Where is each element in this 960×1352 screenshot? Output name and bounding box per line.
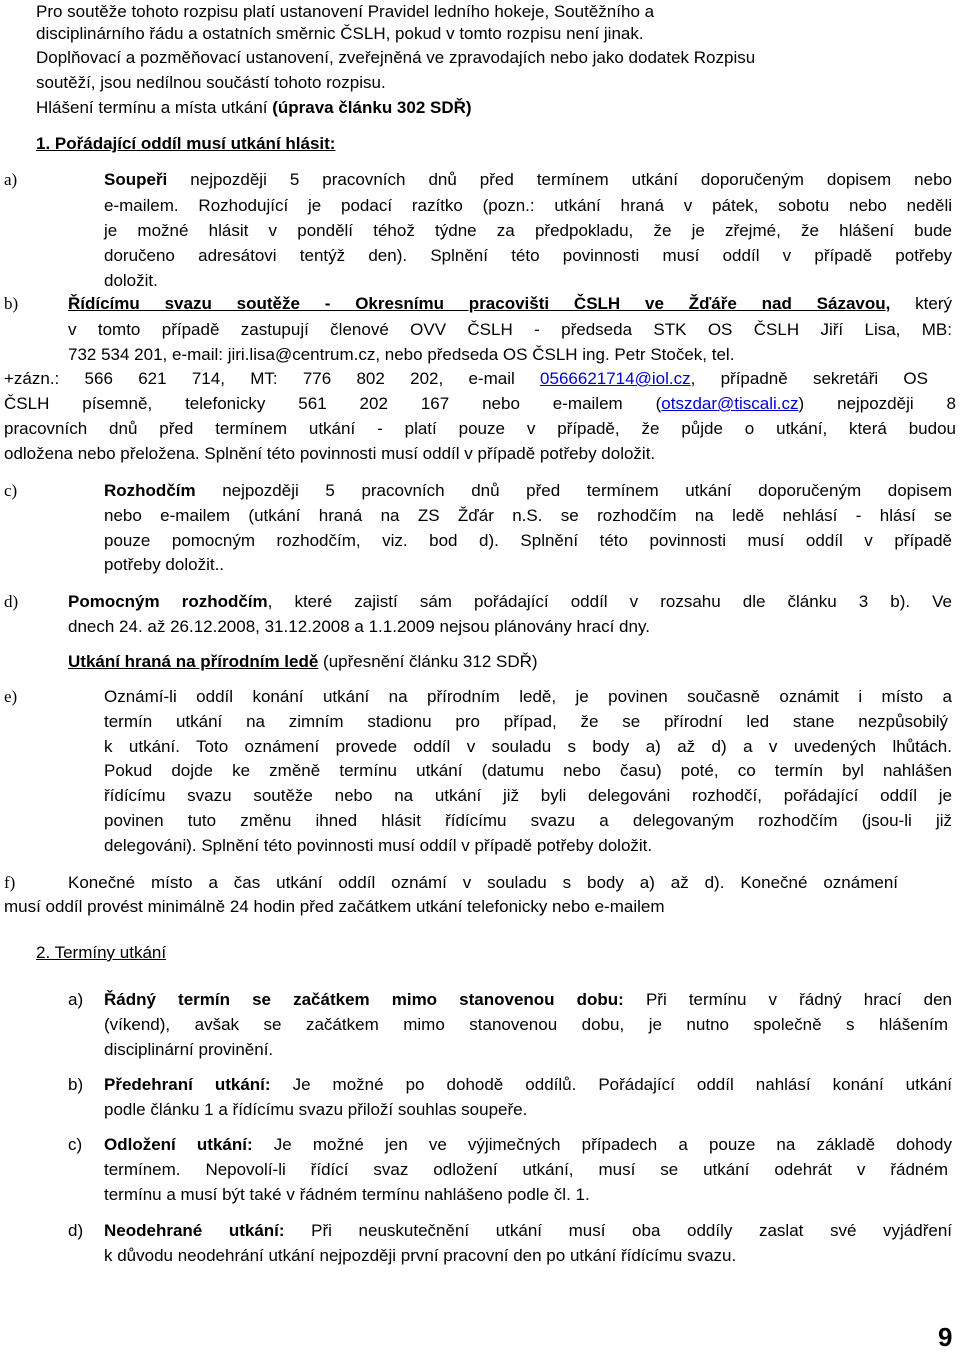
item-line: k utkání. Toto oznámení provede oddíl v souladu s body a) až d) a v uvedených lhůtách. (104, 737, 952, 756)
item-label: c) (68, 1135, 83, 1154)
item-line: k důvodu neodehrání utkání nejpozději první pracovní den po utkání řídícímu svazu. (104, 1246, 737, 1265)
page-number: 9 (938, 1322, 953, 1352)
item-label: c) (4, 481, 18, 500)
item-line: e-mailem. Rozhodující je podací razítko (pozn.: utkání hraná v pátek, sobotu nebo neděli (104, 196, 952, 215)
intro-line: Pro soutěže tohoto rozpisu platí ustanovení Pravidel ledního hokeje, Soutěžního a (36, 2, 655, 21)
item-line: pracovních dnů před termínem utkání - platí pouze v případě, že půjde o utkání, která budou (4, 419, 956, 438)
email-link[interactable]: 0566621714@iol.cz (540, 369, 691, 388)
subsection-heading: Utkání hraná na přírodním ledě (upřesnění článku 312 SDŘ) (68, 652, 538, 671)
item-line: nebo e-mailem (utkání hraná na ZS Žďár n.S. se rozhodčím na ledě nehlásí - hlásí se (104, 506, 952, 525)
intro-line: Hlášení termínu a místa utkání (úprava článku 302 SDŘ) (36, 98, 472, 117)
email-link[interactable]: otszdar@tiscali.cz (661, 394, 799, 413)
item-line: termínu a musí být také v řádném termínu nahlášeno podle čl. 1. (104, 1185, 590, 1204)
item-label: d) (4, 592, 19, 611)
item-label: a) (68, 990, 84, 1009)
item-line: potřeby doložit.. (104, 555, 225, 574)
item-line: 732 534 201, e-mail: jiri.lisa@centrum.cz, nebo předseda OS ČSLH ing. Petr Stoček, tel. (68, 345, 735, 364)
item-line: v tomto případě zastupují členové OVV ČSLH - předseda STK OS ČSLH Jiří Lisa, MB: (68, 320, 952, 339)
item-line: delegováni). Splnění této povinnosti musí oddíl v případě potřeby doložit. (104, 836, 653, 855)
intro-line: Doplňovací a pozměňovací ustanovení, zveřejněná ve zpravodajích nebo jako dodatek Rozpisu (36, 48, 756, 67)
item-line: Odložení utkání: Je možné jen ve výjimečných případech a pouze na základě dohody (104, 1135, 952, 1154)
item-line: (víkend), avšak se začátkem mimo stanovenou dobu, je nutno společně s hlášením (104, 1015, 948, 1034)
item-line: odložena nebo přeložena. Splnění této povinnosti musí oddíl v případě potřeby doložit. (4, 444, 656, 463)
item-line: Pomocným rozhodčím, které zajistí sám pořádající oddíl v rozsahu dle článku 3 b). Ve (68, 592, 952, 611)
item-label: b) (68, 1075, 84, 1094)
item-line: Pokud dojde ke změně termínu utkání (datumu nebo času) poté, co termín byl nahlášen (104, 761, 952, 780)
item-line: Předehraní utkání: Je možné po dohodě oddílů. Pořádající oddíl nahlásí konání utkání (104, 1075, 952, 1094)
item-label: b) (4, 294, 19, 313)
section-heading: 2. Termíny utkání (36, 943, 167, 962)
item-line: ČSLH písemně, telefonicky 561 202 167 nebo e-mailem (otszdar@tiscali.cz) nejpozději 8 (4, 394, 956, 413)
item-line: disciplinární provinění. (104, 1040, 274, 1059)
item-line: řídícímu svazu soutěže nebo na utkání již byli delegováni rozhodčí, pořádající oddíl je (104, 786, 952, 805)
item-line: +zázn.: 566 621 714, MT: 776 802 202, e-mail 0566621714@iol.cz, případně sekretáři OS (4, 369, 928, 388)
item-line: Konečné místo a čas utkání oddíl oznámí v souladu s body a) až d). Konečné oznámení (68, 873, 898, 892)
item-line: Řádný termín se začátkem mimo stanovenou dobu: Při termínu v řádný hrací den (104, 990, 952, 1009)
item-line: Rozhodčím nejpozději 5 pracovních dnů před termínem utkání doporučeným dopisem (104, 481, 952, 500)
item-line: doručeno adresátovi tentýž den). Splnění této povinnosti musí oddíl v případě potřeby (104, 246, 952, 265)
intro-line: soutěží, jsou nedílnou součástí tohoto rozpisu. (36, 73, 386, 92)
item-line: musí oddíl provést minimálně 24 hodin před začátkem utkání telefonicky nebo e-mailem (4, 897, 665, 916)
item-line: podle článku 1 a řídícímu svazu přiloží souhlas soupeře. (104, 1100, 528, 1119)
item-line: dnech 24. až 26.12.2008, 31.12.2008 a 1.1.2009 nejsou plánovány hrací dny. (68, 617, 650, 636)
item-line: Oznámí-li oddíl konání utkání na přírodním ledě, je povinen současně oznámit i místo a (104, 687, 952, 706)
item-label: e) (4, 687, 18, 706)
item-line: povinen tuto změnu ihned hlásit řídícímu svazu a delegovaným rozhodčím (jsou-li již (104, 811, 952, 830)
item-line: termínem. Nepovolí-li řídící svaz odložení utkání, musí se utkání odehrát v řádném (104, 1160, 948, 1179)
item-line: Neodehrané utkání: Při neuskutečnění utkání musí oba oddíly zaslat své vyjádření (104, 1221, 952, 1240)
item-line: doložit. (104, 271, 158, 290)
item-label: d) (68, 1221, 84, 1240)
item-label: f) (4, 873, 16, 892)
item-line: Řídícímu svazu soutěže - Okresnímu pracovišti ČSLH ve Žďáře nad Sázavou, který (68, 294, 952, 313)
section-heading: 1. Pořádající oddíl musí utkání hlásit: (36, 134, 336, 153)
item-line: pouze pomocným rozhodčím, viz. bod d). Splnění této povinnosti musí oddíl v případě (104, 531, 952, 550)
item-line: je možné hlásit v pondělí téhož týdne za předpokladu, že je zřejmé, že hlášení bude (104, 221, 952, 240)
item-label: a) (4, 170, 18, 189)
intro-line: disciplinárního řádu a ostatních směrnic ČSLH, pokud v tomto rozpisu není jinak. (36, 24, 644, 43)
item-line: termín utkání na zimním stadionu pro případ, že se přírodní led stane nezpůsobilý (104, 712, 948, 731)
item-line: Soupeři nejpozději 5 pracovních dnů před termínem utkání doporučeným dopisem nebo (104, 170, 952, 189)
